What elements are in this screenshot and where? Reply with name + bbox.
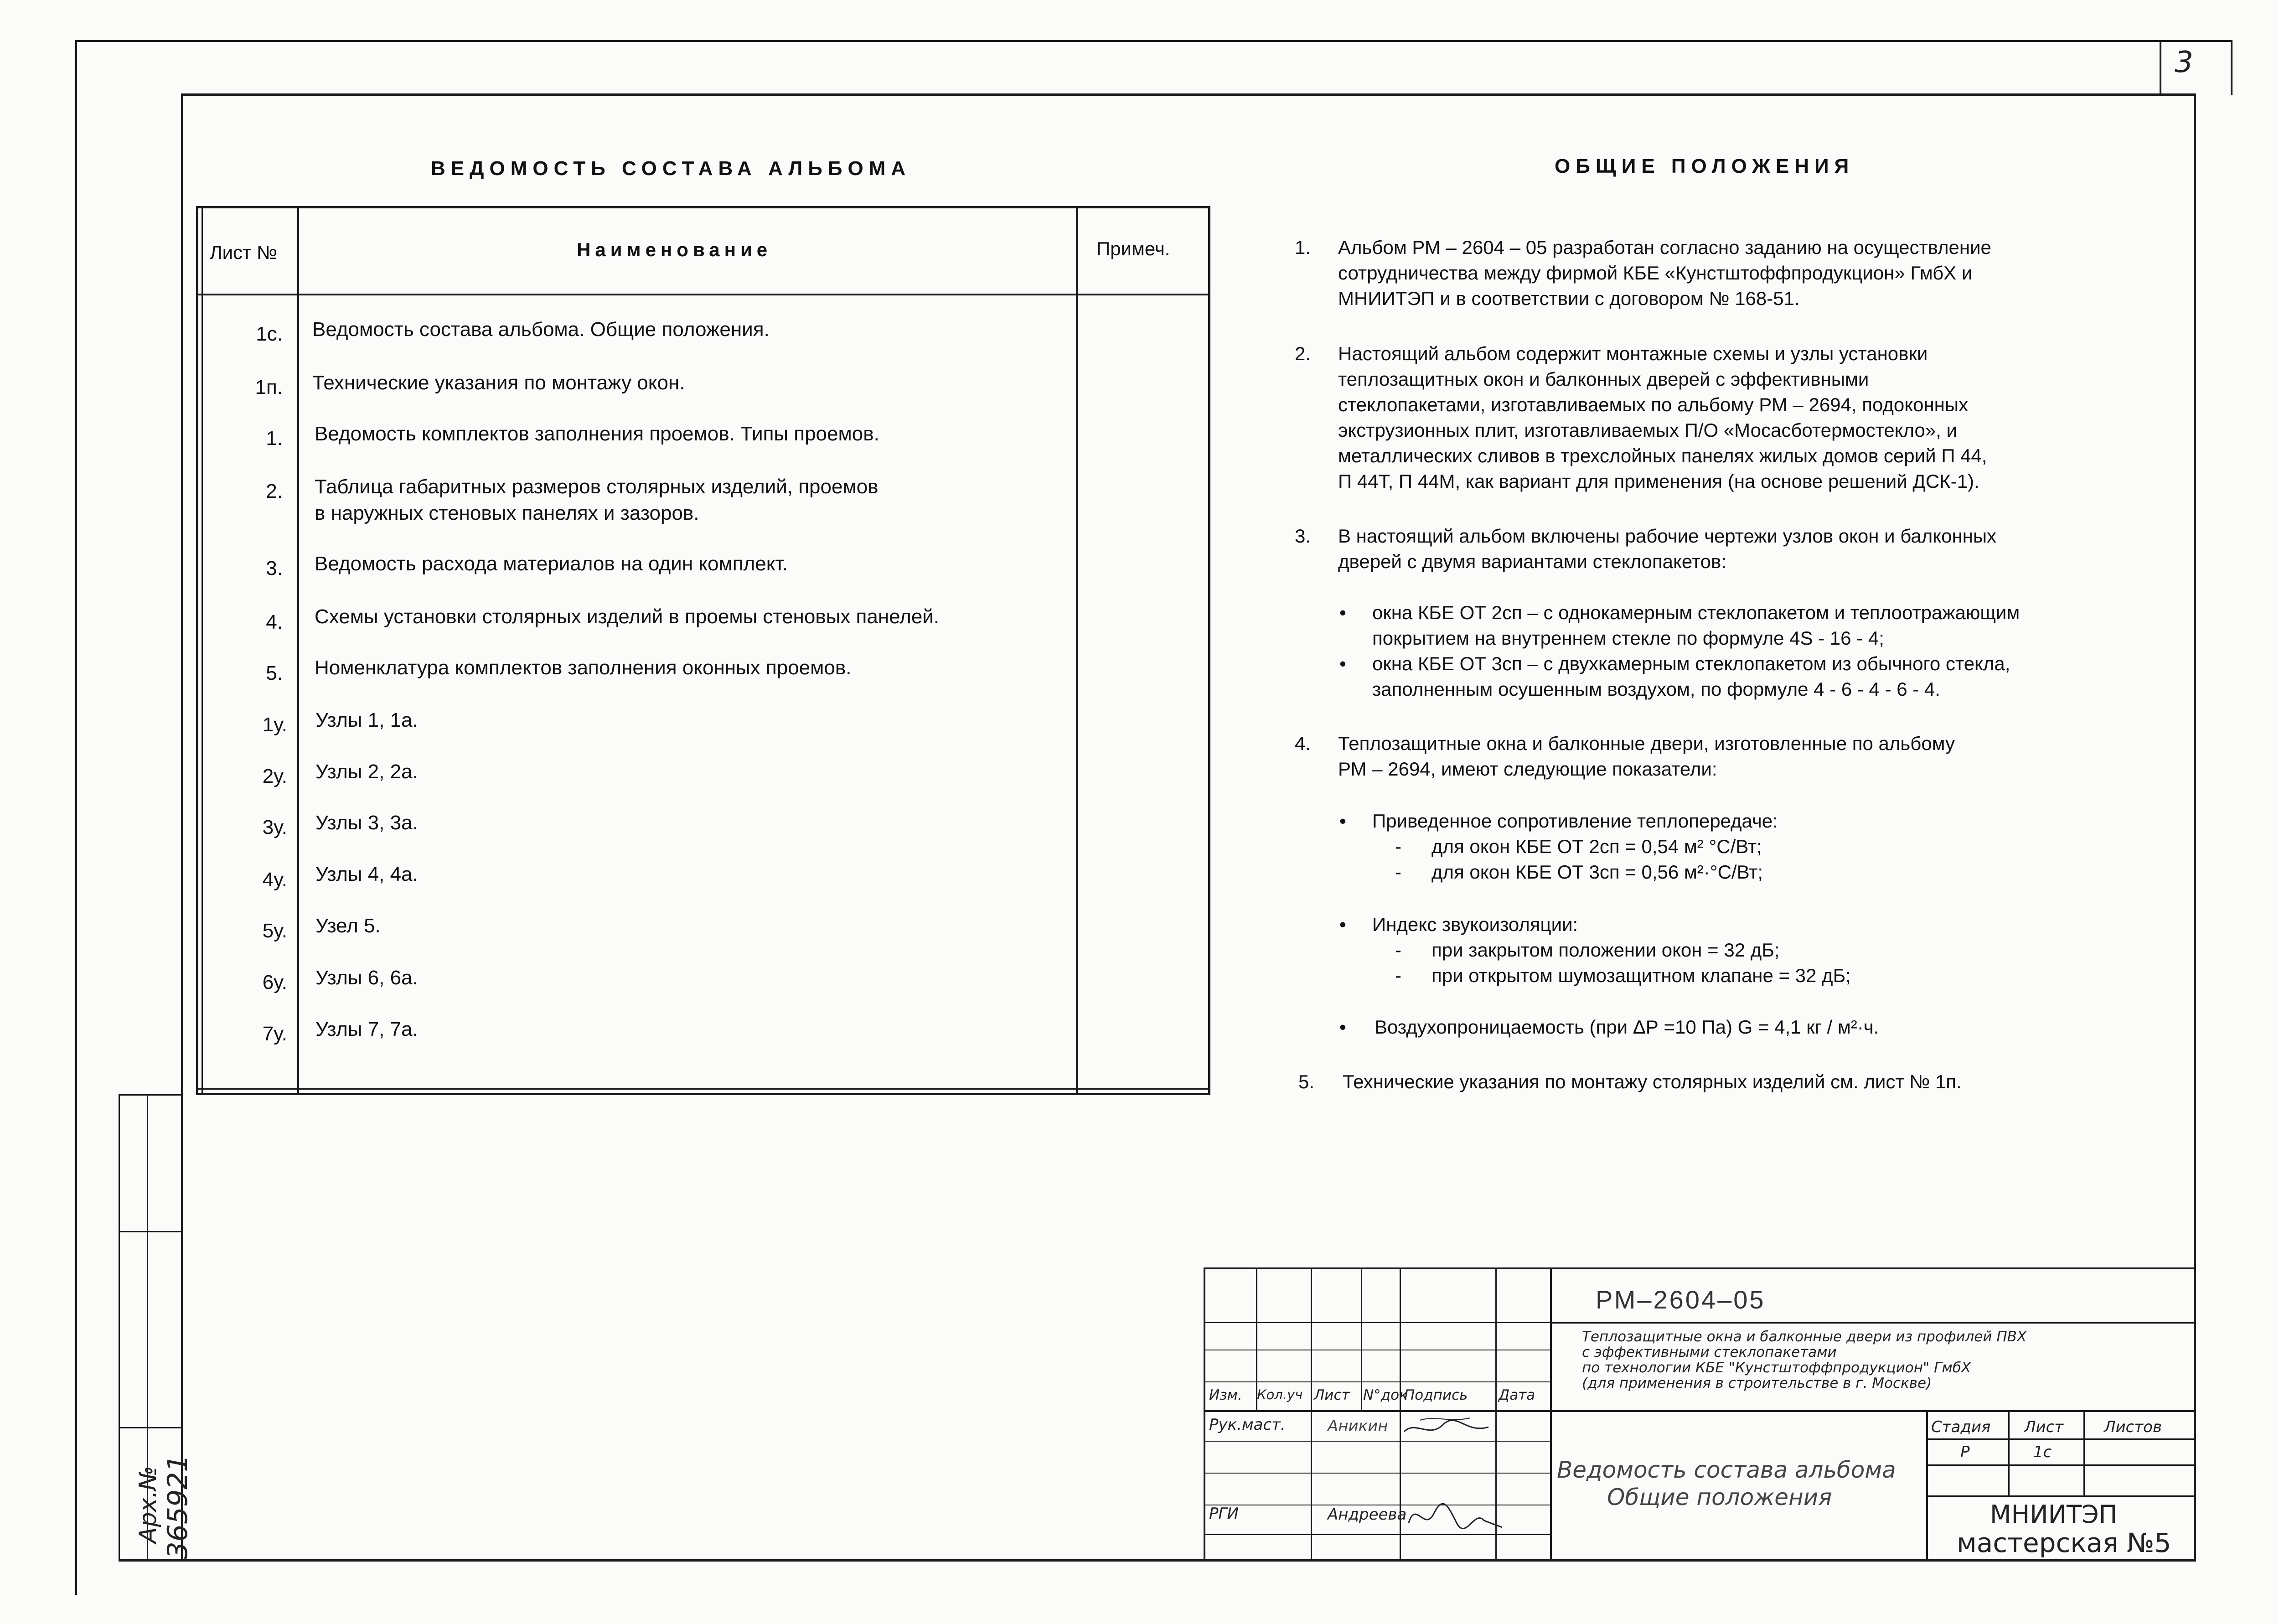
dash: - (1395, 836, 1401, 857)
page-number: 3 (2175, 46, 2193, 79)
bullet-dot: • (1339, 1016, 1346, 1038)
provision-line: сотрудничества между фирмой КБЕ «Кунстштоффпродукцион» ГмбХ и (1338, 262, 1973, 284)
contents-title: ВЕДОМОСТЬ СОСТАВА АЛЬБОМА (431, 157, 911, 180)
provision-num: 5. (1298, 1071, 1315, 1092)
bullet-line: окна КБЕ ОТ 2сп – с однокамерным стеклопакетом и теплоотражающим (1372, 602, 2020, 623)
table-row-num: 5. (266, 662, 283, 684)
table-row-num: 2у. (262, 765, 287, 787)
project-line: (для применения в строительстве в г. Москве) (1582, 1375, 1932, 1391)
project-line: с эффективными стеклопакетами (1582, 1344, 1837, 1360)
table-row-num: 1п. (255, 376, 283, 398)
table-row-name: Узлы 3, 3а. (315, 812, 418, 834)
dash: - (1395, 965, 1401, 986)
table-row-name: Узлы 7, 7а. (315, 1018, 418, 1040)
provision-line: экструзионных плит, изготавливаемых П/О «Мосасботермостекло», и (1338, 419, 1958, 441)
column-header-sheet: Лист № (210, 242, 277, 263)
outer-frame-left (75, 40, 77, 1595)
sound-title: Индекс звукоизоляции: (1372, 914, 1578, 935)
provision-line: РМ – 2694, имеют следующие показатели: (1338, 758, 1717, 780)
side-stamp-archive: Арх.№ (134, 1466, 162, 1543)
bullet-line: окна КБЕ ОТ 3сп – с двухкамерным стеклопакетом из обычного стекла, (1372, 653, 2010, 674)
side-stamp-h1 (119, 1231, 182, 1232)
bullet-line: покрытием на внутреннем стекле по формуле 4S - 16 - 4; (1372, 627, 1884, 649)
provision-line: Теплозащитные окна и балконные двери, изготовленные по альбому (1338, 733, 1955, 754)
provision-line: металлических сливов в трехслойных панелях жилых домов серий П 44, (1338, 445, 1987, 466)
table-row-num: 4. (266, 611, 283, 633)
col-label-izm: Изм. (1209, 1387, 1242, 1403)
provision-line: дверей с двумя вариантами стеклопакетов: (1338, 551, 1726, 572)
heat-line: для окон КБЕ ОТ 3сп = 0,56 м²·°С/Вт; (1431, 861, 1763, 883)
bullet-dot: • (1339, 914, 1346, 935)
inner-frame-left (181, 93, 183, 1562)
provision-num: 4. (1295, 733, 1311, 754)
outer-frame-right (2231, 40, 2232, 95)
stage-label: Стадия (1931, 1418, 1991, 1436)
table-row-name: Ведомость состава альбома. Общие положения. (312, 318, 770, 341)
column-header-note: Примеч. (1096, 238, 1170, 259)
dash: - (1395, 939, 1401, 961)
page-number-box-left (2160, 40, 2161, 94)
table-row-num: 3. (266, 557, 283, 579)
provision-line: Альбом РМ – 2604 – 05 разработан согласно заданию на осуществление (1338, 237, 1991, 258)
stage-value: Р (1960, 1443, 1970, 1461)
table-row-name: Узел 5. (315, 915, 381, 937)
organization: МНИИТЭП (1990, 1500, 2118, 1529)
table-row-name: Узлы 1, 1а. (315, 709, 418, 731)
table-row-name: Ведомость комплектов заполнения проемов. Типы проемов. (315, 423, 879, 445)
table-row-num: 1у. (262, 714, 287, 736)
provision-num: 2. (1295, 343, 1311, 364)
sheet-title: Общие положения (1607, 1484, 1832, 1510)
sheets-label: Листов (2104, 1418, 2162, 1436)
sheet-label: Лист (2024, 1418, 2064, 1436)
table-row-num: 6у. (262, 971, 287, 993)
role-label: РГИ (1209, 1505, 1239, 1523)
bullet-dot: • (1339, 602, 1346, 623)
table-row-name: Узлы 2, 2а. (315, 760, 418, 783)
table-row-num: 7у. (262, 1023, 287, 1045)
table-row-name: Ведомость расхода материалов на один комплект. (315, 553, 788, 575)
col-label-date: Дата (1499, 1387, 1535, 1403)
provision-line: В настоящий альбом включены рабочие чертежи узлов окон и балконных (1338, 525, 1997, 547)
signature-mark (1406, 1495, 1507, 1536)
project-line: Теплозащитные окна и балконные двери из профилей ПВХ (1582, 1329, 2027, 1345)
table-row-name: в наружных стеновых панелях и зазоров. (315, 502, 699, 524)
side-stamp-number: 365921 (162, 1454, 194, 1559)
provision-line: Настоящий альбом содержит монтажные схемы и узлы установки (1338, 343, 1928, 364)
side-stamp-top (119, 1094, 182, 1096)
sound-line: при открытом шумозащитном клапане = 32 дБ; (1431, 965, 1851, 986)
bullet-dot: • (1339, 653, 1346, 674)
col-label-doc: N°док (1363, 1387, 1408, 1403)
column-header-name: Наименование (577, 239, 772, 260)
air-line: Воздухопроницаемость (при ΔР =10 Па) G = 4,1 кг / м²·ч. (1375, 1016, 1879, 1038)
table-row-num: 4у. (262, 869, 287, 891)
bullet-line: заполненным осушенным воздухом, по формуле 4 - 6 - 4 - 6 - 4. (1372, 678, 1940, 700)
inner-frame-top (181, 93, 2196, 96)
provision-num: 1. (1295, 237, 1311, 258)
provisions-title: ОБЩИЕ ПОЛОЖЕНИЯ (1555, 155, 1855, 177)
table-row-num: 5у. (262, 920, 287, 942)
table-row-num: 2. (266, 480, 283, 502)
table-row-name: Схемы установки столярных изделий в проемы стеновых панелей. (315, 605, 940, 628)
heat-title: Приведенное сопротивление теплопередаче: (1372, 810, 1778, 832)
sound-line: при закрытом положении окон = 32 дБ; (1431, 939, 1780, 961)
table-row-name: Узлы 4, 4а. (315, 863, 418, 885)
provision-line: П 44Т, П 44М, как вариант для применения (на основе решений ДСК-1). (1338, 471, 1979, 492)
heat-line: для окон КБЕ ОТ 2сп = 0,54 м² °С/Вт; (1431, 836, 1762, 857)
bullet-dot: • (1339, 810, 1346, 832)
table-row-num: 1с. (256, 323, 283, 345)
role-label: Рук.маст. (1209, 1416, 1286, 1434)
table-row-num: 3у. (262, 816, 287, 838)
dash: - (1395, 861, 1401, 883)
table-row-name: Номенклатура комплектов заполнения оконных проемов. (315, 657, 852, 679)
provision-num: 3. (1295, 525, 1311, 547)
provision-line: стеклопакетами, изготавливаемых по альбому РМ – 2694, подоконных (1338, 394, 1969, 415)
project-line: по технологии КБЕ "Кунстштоффпродукцион" ГмбХ (1582, 1360, 1971, 1376)
table-row-num: 1. (266, 427, 283, 450)
table-row-name: Технические указания по монтажу окон. (312, 372, 685, 394)
table-row-name: Таблица габаритных размеров столярных изделий, проемов (315, 476, 879, 498)
provision-line: теплозащитных окон и балконных дверей с эффективными (1338, 368, 1869, 390)
outer-frame-top (75, 40, 2232, 42)
sheet-title: Ведомость состава альбома (1557, 1457, 1896, 1483)
col-label-kol: Кол.уч (1257, 1387, 1303, 1402)
role-name: Аникин (1328, 1417, 1388, 1435)
col-label-sign: Подпись (1404, 1387, 1468, 1403)
signature-mark (1402, 1411, 1493, 1443)
table-row-name: Узлы 6, 6а. (315, 967, 418, 989)
side-stamp-left (119, 1094, 120, 1560)
provision-line: МНИИТЭП и в соответствии с договором № 168-51. (1338, 288, 1800, 309)
role-name: Андреева (1328, 1505, 1407, 1524)
side-stamp-h2 (119, 1427, 182, 1428)
doc-code: РМ–2604–05 (1596, 1285, 1766, 1314)
col-label-list: Лист (1314, 1387, 1350, 1403)
provision-line: Технические указания по монтажу столярных изделий см. лист № 1п. (1343, 1071, 1962, 1092)
sheet-value: 1с (2033, 1443, 2052, 1461)
organization: мастерская №5 (1957, 1527, 2171, 1558)
